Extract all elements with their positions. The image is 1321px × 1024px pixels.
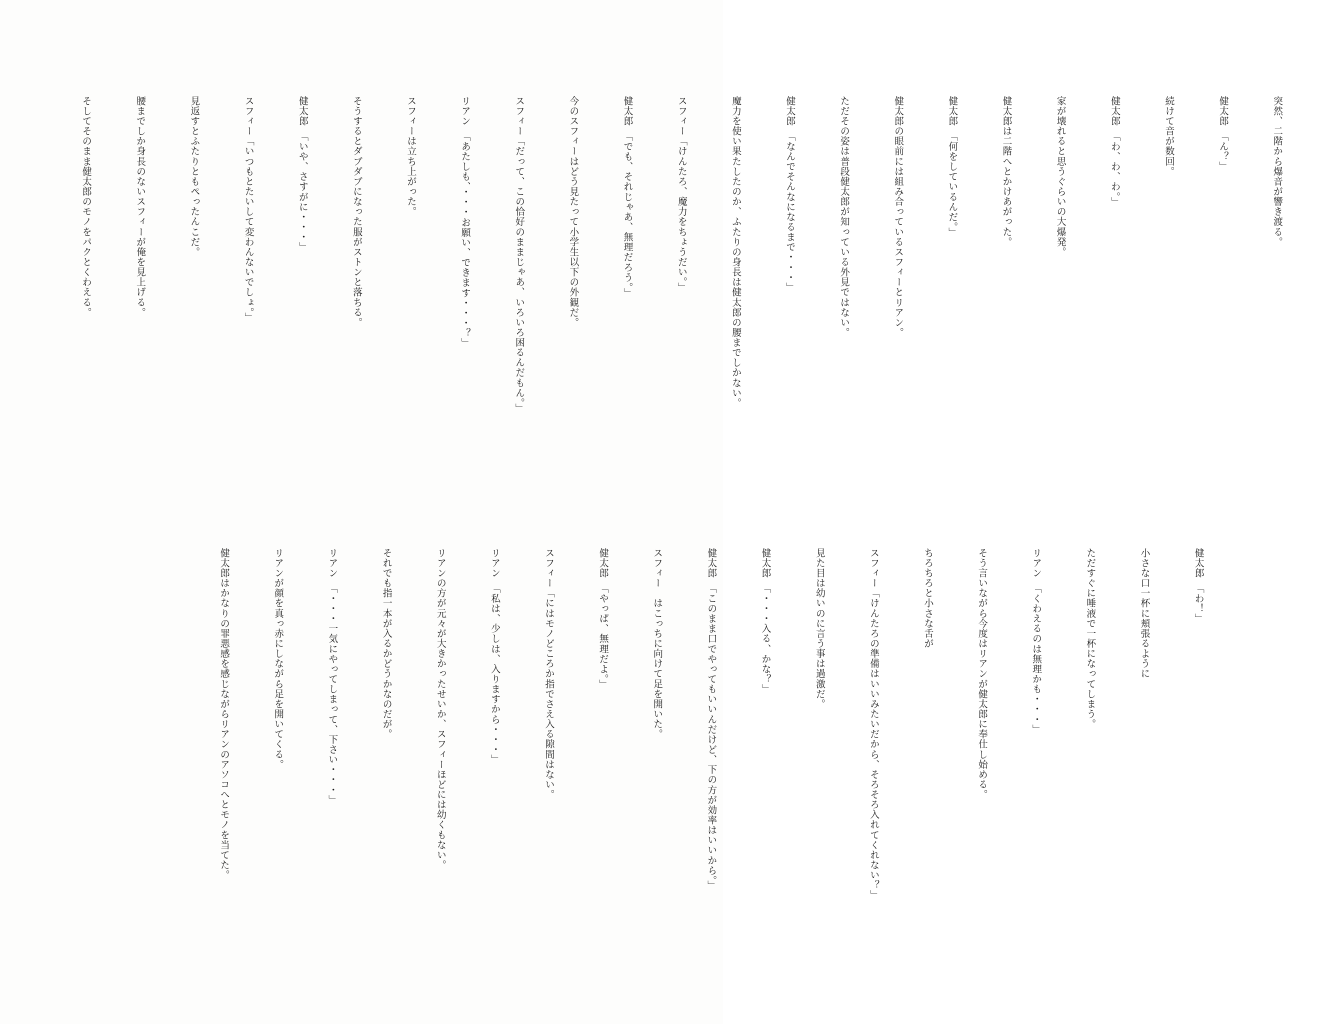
text-line: そう言いながら今度はリアンが健太郎に奉仕し始める。 bbox=[976, 548, 987, 800]
text-line: ただその姿は普段健太郎が知っている外見ではない。 bbox=[838, 96, 849, 338]
text-line: スフィー「にはモノどころか指でさえ入る隙間はない。 bbox=[542, 548, 553, 800]
text-line: 健太郎 「なんでそんなになるまで・・・」 bbox=[783, 96, 794, 293]
text-line: 小さな口一杯に頬張るように bbox=[1138, 548, 1149, 679]
text-line: 健太郎 「何をしているんだ。」 bbox=[946, 96, 957, 238]
text-line: 健太郎の眼前には組み合っているスフィーとリアン。 bbox=[892, 96, 903, 338]
text-line: ただすぐに唾液で一杯になってしまう。 bbox=[1084, 548, 1095, 730]
text-block-lower bbox=[178, 548, 1243, 948]
text-line: リアンが顔を真っ赤にしながら足を開いてくる。 bbox=[272, 548, 283, 770]
text-line: 腰までしか身長のないスフィーが俺を見上げる。 bbox=[134, 96, 145, 318]
text-line: 健太郎 「ん？」 bbox=[1217, 96, 1228, 172]
text-line: リアン 「私は、少しは、入りますから・・・」 bbox=[488, 548, 499, 765]
text-line: スフィー はこっちに向けて足を開いた。 bbox=[651, 548, 662, 740]
text-line: ちろちろと小さな舌が bbox=[921, 548, 932, 649]
text-line: リアンの方が元々が大きかったせいか、スフィーほどには幼くもない。 bbox=[434, 548, 445, 871]
text-line: リアン 「くわえるのは無理かも・・・」 bbox=[1030, 548, 1041, 735]
text-line: 魔力を使い果たしたのか、ふたりの身長は健太郎の腰までしかない。 bbox=[729, 96, 740, 409]
text-line: それでも指一本が入るかどうかなのだが。 bbox=[380, 548, 391, 740]
text-line: 健太郎 「でも、それじゃあ、無理だろう。」 bbox=[621, 96, 632, 298]
text-line: 見た目は幼いのに言う事は過激だ。 bbox=[813, 548, 824, 710]
text-line: スフィー「けんたろ、魔力をちょうだい。」 bbox=[675, 96, 686, 293]
text-line: そうするとダブダブになった服がストンと落ちる。 bbox=[350, 96, 361, 328]
text-line: リアン 「・・・一気にやってしまって、下さい・・・」 bbox=[326, 548, 337, 806]
text-line: 健太郎 「わ、わ、わ。」 bbox=[1108, 96, 1119, 208]
text-line: 健太郎はかなりの罪悪感を感じながらリアンのアソコへとモノを当てた。 bbox=[218, 548, 229, 881]
text-line: スフィー「いつもとたいして変わんないでしょ。」 bbox=[242, 96, 253, 323]
text-line: リアン 「あたしも、・・・お願い、できます・・・？」 bbox=[459, 96, 470, 349]
text-line: 健太郎 「このまま口でやってもいいんだけど、下の方が効率はいいから。」 bbox=[705, 548, 716, 891]
text-block-upper bbox=[40, 96, 1321, 426]
text-line: 健太郎は二階へとかけあがった。 bbox=[1000, 96, 1011, 248]
text-line: 見返すとふたりともぺったんこだ。 bbox=[188, 96, 199, 258]
text-line: 今のスフィーはどう見たって小学生以下の外観だ。 bbox=[567, 96, 578, 328]
text-line: スフィー「だって、この恰好のままじゃあ、いろいろ困るんだもん。」 bbox=[513, 96, 524, 414]
text-line: 健太郎 「・・・入る、かな？」 bbox=[759, 548, 770, 695]
text-line: スフィー「けんたろの準備はいいみたいだから、そろそろ入れてくれない？」 bbox=[867, 548, 878, 901]
text-line: スフィーは立ち上がった。 bbox=[404, 96, 415, 217]
text-line: 健太郎 「やっぱ、無理だよ。」 bbox=[597, 548, 608, 690]
text-line: 健太郎 「わ！」 bbox=[1192, 548, 1203, 624]
text-line: 突然、二階から爆音が響き渡る。 bbox=[1271, 96, 1282, 248]
text-line: そしてそのまま健太郎のモノをパクとくわえる。 bbox=[80, 96, 91, 318]
text-line: 家が壊れると思うぐらいの大爆発。 bbox=[1054, 96, 1065, 258]
text-line: 続けて音が数回。 bbox=[1162, 96, 1173, 177]
text-line: 健太郎 「いや、さすがに・・・」 bbox=[296, 96, 307, 253]
